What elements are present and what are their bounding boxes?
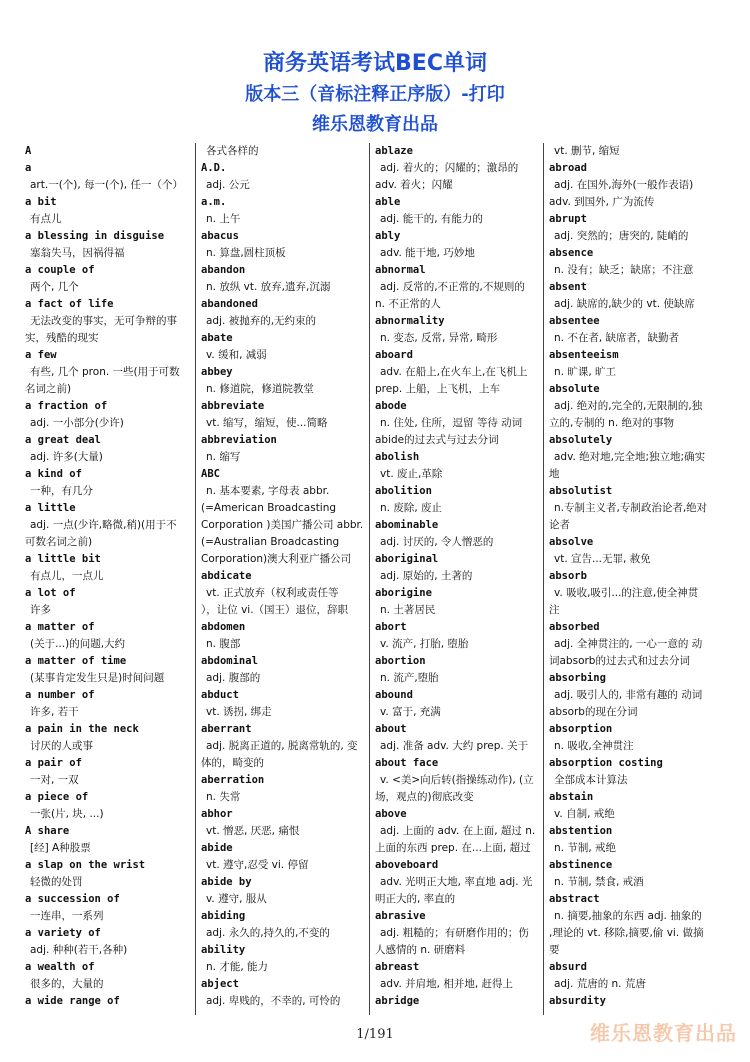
headword: a kind of xyxy=(25,468,82,480)
definition-line: 塞翁失马，因祸得福 xyxy=(30,247,125,259)
definition-line: vt. 憎恶, 厌恶, 痛恨 xyxy=(206,825,300,837)
definition-continuation: 可数名词之前) xyxy=(25,536,93,548)
page-number: 1/191 xyxy=(356,1027,394,1042)
definition-line: adv. 并肩地, 相并地, 赶得上 xyxy=(380,978,514,990)
definition-line: v. <美>向后转(指操练动作), (立 xyxy=(380,774,534,786)
headword: abbreviate xyxy=(201,400,265,412)
definition-line: n. 算盘,圆柱顶板 xyxy=(206,247,286,259)
definition-continuation: 注 xyxy=(549,604,560,616)
definition-continuation: 论者 xyxy=(549,519,570,531)
headword: abhor xyxy=(201,808,233,820)
definition-line: vt. 宣告...无罪, 赦免 xyxy=(554,553,651,565)
definition-line: n. 缩写 xyxy=(206,451,241,463)
definition-line: vt. 遵守,忍受 vi. 停留 xyxy=(206,859,309,871)
definition-line: adj. 种种(若干,各种) xyxy=(30,944,128,956)
headword: a fraction of xyxy=(25,400,108,412)
definition-line: n. 修道院，修道院教堂 xyxy=(206,383,314,395)
definition-line: 一张(片, 块, ...) xyxy=(30,808,104,820)
definition-continuation: 立的,专制的 n. 绝对的事物 xyxy=(549,417,675,429)
definition-line: adv. 光明正大地, 率直地 adj. 光 xyxy=(380,876,533,888)
definition-line: 各式各样的 xyxy=(206,145,259,157)
definition-continuation: (=American Broadcasting xyxy=(201,502,337,514)
definition-line: adv. 在船上,在火车上,在飞机上 xyxy=(380,366,528,378)
headword: abortion xyxy=(375,655,426,667)
definition-line: n.专制主义者,专制政治论者,绝对 xyxy=(554,502,708,514)
headword: abstinence xyxy=(549,859,613,871)
definition-line: n. 流产,堕胎 xyxy=(380,672,439,684)
definition-line: n. 上午 xyxy=(206,213,241,225)
definition-line: 一对, 一双 xyxy=(30,774,79,786)
document-title: 商务英语考试BEC单词 xyxy=(263,51,487,76)
headword: a.m. xyxy=(201,196,227,208)
headword: absurdity xyxy=(549,995,606,1007)
headword: a little xyxy=(25,502,76,514)
definition-line: adv. 能干地, 巧妙地 xyxy=(380,247,475,259)
definition-continuation: adv. 着火；闪耀 xyxy=(375,179,453,191)
headword: absorption costing xyxy=(549,757,663,769)
headword: a matter of time xyxy=(25,655,127,667)
headword: ability xyxy=(201,944,246,956)
definition-continuation: 实，残酷的现实 xyxy=(25,332,99,344)
definition-continuation: 上面的东西 prep. 在...上面, 超过 xyxy=(375,842,531,854)
column-2 xyxy=(195,143,370,1015)
definition-line: [经] A种股票 xyxy=(30,842,91,854)
definition-continuation: ,理论的 vt. 移除,摘要,偷 vi. 做摘 xyxy=(549,927,704,939)
definition-line: 很多的，大量的 xyxy=(30,978,104,990)
definition-line: adj. 吸引人的, 非常有趣的 动词 xyxy=(554,689,703,701)
definition-line: adj. 一小部分(少许) xyxy=(30,417,124,429)
definition-continuation: 地 xyxy=(549,468,560,480)
definition-line: n. 吸收,全神贯注 xyxy=(554,740,634,752)
definition-line: 有点儿 xyxy=(30,213,62,225)
headword: able xyxy=(375,196,401,208)
headword: above xyxy=(375,808,407,820)
headword: abolish xyxy=(375,451,420,463)
definition-line: (某事肯定发生只是)时间问题 xyxy=(30,672,165,684)
column-3 xyxy=(369,143,544,1015)
publisher-line: 维乐恩教育出品 xyxy=(312,114,438,135)
headword: a slap on the wrist xyxy=(25,859,146,871)
headword: abiding xyxy=(201,910,246,922)
definition-line: adj. 上面的 adv. 在上面, 超过 n. xyxy=(380,825,536,837)
headword: absence xyxy=(549,247,594,259)
headword: a bit xyxy=(25,196,57,208)
definition-continuation: 词absorb的过去式和过去分词 xyxy=(549,655,690,667)
headword: abound xyxy=(375,689,413,701)
headword: abide xyxy=(201,842,233,854)
definition-line: adj. 着火的；闪耀的；激昂的 xyxy=(380,162,519,174)
definition-line: adj. 反常的,不正常的,不规则的 xyxy=(380,281,525,293)
headword: a succession of xyxy=(25,893,120,905)
headword: A.D. xyxy=(201,162,227,174)
definition-continuation: n. 不正常的人 xyxy=(375,298,441,310)
definition-continuation: abide的过去式与过去分词 xyxy=(375,434,499,446)
definition-line: n. 节制, 禁食, 戒酒 xyxy=(554,876,644,888)
headword: A xyxy=(25,145,32,157)
definition-line: n. 节制, 戒绝 xyxy=(554,842,617,854)
definition-line: n. 才能, 能力 xyxy=(206,961,269,973)
definition-continuation: absorb的现在分词 xyxy=(549,706,638,718)
column-4 xyxy=(543,143,719,1015)
definition-continuation: prep. 上船，上飞机，上车 xyxy=(375,383,501,395)
definition-line: n. 放纵 vt. 放弃,遗弃,沉溺 xyxy=(206,281,331,293)
headword: a wealth of xyxy=(25,961,95,973)
headword: abduct xyxy=(201,689,239,701)
definition-line: 有点儿，一点儿 xyxy=(30,570,104,582)
definition-line: adj. 讨厌的, 令人憎恶的 xyxy=(380,536,494,548)
definition-line: n. 废除, 废止 xyxy=(380,502,443,514)
definition-line: 一连串，一系列 xyxy=(30,910,104,922)
headword: A share xyxy=(25,825,70,837)
headword: abacus xyxy=(201,230,239,242)
definition-continuation: Corporation )美国广播公司 abbr. xyxy=(201,519,364,531)
definition-line: n. 没有；缺乏；缺席；不注意 xyxy=(554,264,694,276)
headword: abbey xyxy=(201,366,233,378)
headword: abdomen xyxy=(201,621,246,633)
headword: abandon xyxy=(201,264,246,276)
headword: a couple of xyxy=(25,264,95,276)
headword: about face xyxy=(375,757,439,769)
vocabulary-columns xyxy=(20,143,734,1016)
headword: ably xyxy=(375,230,401,242)
definition-line: 无法改变的事实，无可争辩的事 xyxy=(30,315,177,327)
headword: abnormality xyxy=(375,315,445,327)
definition-line: (关于...)的问题,大约 xyxy=(30,638,126,650)
headword: a wide range of xyxy=(25,995,120,1007)
headword: absorption xyxy=(549,723,613,735)
headword: a piece of xyxy=(25,791,89,803)
definition-line: n. 失常 xyxy=(206,791,241,803)
definition-line: v. 遵守, 服从 xyxy=(206,893,267,905)
definition-line: vt. 诱拐, 绑走 xyxy=(206,706,272,718)
definition-line: v. 流产, 打胎, 堕胎 xyxy=(380,638,469,650)
definition-line: vt. 删节, 缩短 xyxy=(554,145,620,157)
definition-line: 全部成本计算法 xyxy=(554,774,628,786)
definition-continuation: (=Australian Broadcasting xyxy=(201,536,340,548)
headword: absolute xyxy=(549,383,600,395)
definition-line: vt. 正式放弃（权利或责任等 xyxy=(206,587,339,599)
headword: a number of xyxy=(25,689,95,701)
definition-line: adj. 永久的,持久的,不变的 xyxy=(206,927,330,939)
headword: ablaze xyxy=(375,145,413,157)
definition-continuation: 明正大的, 率直的 xyxy=(375,893,456,905)
watermark-logo: 维乐恩教育出品 xyxy=(590,1021,737,1045)
headword: abstention xyxy=(549,825,613,837)
headword: abridge xyxy=(375,995,420,1007)
headword: a pair of xyxy=(25,757,82,769)
definition-continuation: adv. 到国外, 广为流传 xyxy=(549,196,655,208)
column-1 xyxy=(20,143,195,1015)
definition-line: adj. 许多(大量) xyxy=(30,451,103,463)
definition-line: adv. 绝对地,完全地;独立地;确实 xyxy=(554,451,706,463)
definition-line: adj. 原始的, 土著的 xyxy=(380,570,473,582)
definition-line: n. 变态, 反常, 异常, 畸形 xyxy=(380,332,498,344)
headword: absurd xyxy=(549,961,587,973)
definition-line: art.一(个), 每一(个), 任一（个） xyxy=(30,179,183,191)
headword: abdicate xyxy=(201,570,252,582)
headword: absent xyxy=(549,281,587,293)
definition-line: adj. 卑贱的，不幸的, 可怜的 xyxy=(206,995,341,1007)
headword: absenteeism xyxy=(549,349,619,361)
headword: a great deal xyxy=(25,434,101,446)
definition-line: n. 基本要素, 字母表 abbr. xyxy=(206,485,330,497)
headword: a matter of xyxy=(25,621,95,633)
definition-line: adj. 粗糙的；有研磨作用的；伤 xyxy=(380,927,529,939)
document-subtitle: 版本三（音标注释正序版）-打印 xyxy=(245,84,505,105)
definition-line: 有些, 几个 pron. 一些(用于可数 xyxy=(30,366,180,378)
headword: absentee xyxy=(549,315,600,327)
definition-line: adj. 能干的, 有能力的 xyxy=(380,213,483,225)
headword: ABC xyxy=(201,468,220,480)
headword: absorb xyxy=(549,570,587,582)
definition-line: 许多 xyxy=(30,604,51,616)
headword: aberration xyxy=(201,774,265,786)
headword: a xyxy=(25,162,32,174)
definition-line: vt. 废止,革除 xyxy=(380,468,443,480)
headword: absolutely xyxy=(549,434,613,446)
headword: abate xyxy=(201,332,233,344)
definition-continuation: Corporation)澳大利亚广播公司 xyxy=(201,553,352,565)
definition-line: adj. 突然的；唐突的, 陡峭的 xyxy=(554,230,689,242)
headword: absolve xyxy=(549,536,594,548)
headword: abreast xyxy=(375,961,420,973)
headword: abolition xyxy=(375,485,432,497)
headword: aboard xyxy=(375,349,413,361)
headword: abrasive xyxy=(375,910,426,922)
definition-line: adj. 全神贯注的, 一心一意的 动 xyxy=(554,638,703,650)
definition-continuation: 名词之前) xyxy=(25,383,72,395)
headword: abominable xyxy=(375,519,439,531)
headword: abnormal xyxy=(375,264,426,276)
definition-line: adj. 腹部的 xyxy=(206,672,261,684)
definition-line: adj. 脱离正道的, 脱离常轨的, 变 xyxy=(206,740,358,752)
headword: abide by xyxy=(201,876,252,888)
definition-line: n. 摘要,抽象的东西 adj. 抽象的 xyxy=(554,910,702,922)
headword: a little bit xyxy=(25,553,101,565)
definition-line: adj. 绝对的,完全的,无限制的,独 xyxy=(554,400,703,412)
definition-line: v. 自制, 戒绝 xyxy=(554,808,615,820)
definition-line: adj. 准备 adv. 大约 prep. 关于 xyxy=(380,740,529,752)
definition-line: 讨厌的人或事 xyxy=(30,740,93,752)
headword: abrupt xyxy=(549,213,587,225)
headword: a fact of life xyxy=(25,298,114,310)
headword: absorbed xyxy=(549,621,600,633)
headword: abstain xyxy=(549,791,594,803)
headword: a lot of xyxy=(25,587,76,599)
headword: a blessing in disguise xyxy=(25,230,165,242)
headword: a few xyxy=(25,349,57,361)
headword: a pain in the neck xyxy=(25,723,139,735)
headword: abbreviation xyxy=(201,434,277,446)
definition-continuation: 要 xyxy=(549,944,560,956)
headword: abroad xyxy=(549,162,587,174)
definition-line: n. 不在者, 缺席者，缺勤者 xyxy=(554,332,680,344)
headword: a variety of xyxy=(25,927,101,939)
headword: aboriginal xyxy=(375,553,439,565)
definition-line: n. 住处, 住所，逗留 等待 动词 xyxy=(380,417,523,429)
headword: abode xyxy=(375,400,407,412)
definition-line: adj. 一点(少许,略微,稍)(用于不 xyxy=(30,519,177,531)
headword: absorbing xyxy=(549,672,606,684)
definition-line: 许多, 若干 xyxy=(30,706,79,718)
definition-line: adj. 被抛弃的,无约束的 xyxy=(206,315,317,327)
definition-continuation: 人感情的 n. 研磨料 xyxy=(375,944,466,956)
headword: abandoned xyxy=(201,298,258,310)
headword: abject xyxy=(201,978,239,990)
headword: aboveboard xyxy=(375,859,439,871)
headword: abort xyxy=(375,621,407,633)
headword: aberrant xyxy=(201,723,252,735)
headword: abstract xyxy=(549,893,600,905)
definition-continuation: 场，观点的)彻底改变 xyxy=(375,791,474,803)
definition-line: n. 土著居民 xyxy=(380,604,436,616)
definition-line: 轻微的处罚 xyxy=(30,876,83,888)
definition-line: adj. 公元 xyxy=(206,179,250,191)
definition-continuation: 体的，畸变的 xyxy=(201,757,264,769)
definition-line: adj. 在国外,海外(一般作表语) xyxy=(554,179,694,191)
definition-line: n. 腹部 xyxy=(206,638,241,650)
definition-line: v. 富于, 充满 xyxy=(380,706,441,718)
headword: abdominal xyxy=(201,655,258,667)
definition-line: 两个, 几个 xyxy=(30,281,79,293)
headword: aborigine xyxy=(375,587,432,599)
definition-line: v. 缓和, 减弱 xyxy=(206,349,267,361)
definition-line: adj. 缺席的,缺少的 vt. 使缺席 xyxy=(554,298,695,310)
definition-line: 一种，有几分 xyxy=(30,485,93,497)
definition-line: n. 旷课, 旷工 xyxy=(554,366,617,378)
definition-line: v. 吸收,吸引...的注意,使全神贯 xyxy=(554,587,699,599)
definition-line: vt. 缩写，缩短，使...简略 xyxy=(206,417,328,429)
headword: absolutist xyxy=(549,485,613,497)
headword: about xyxy=(375,723,407,735)
definition-line: adj. 荒唐的 n. 荒唐 xyxy=(554,978,646,990)
definition-continuation: ），让位 vi.（国王）退位，辞职 xyxy=(201,604,349,616)
